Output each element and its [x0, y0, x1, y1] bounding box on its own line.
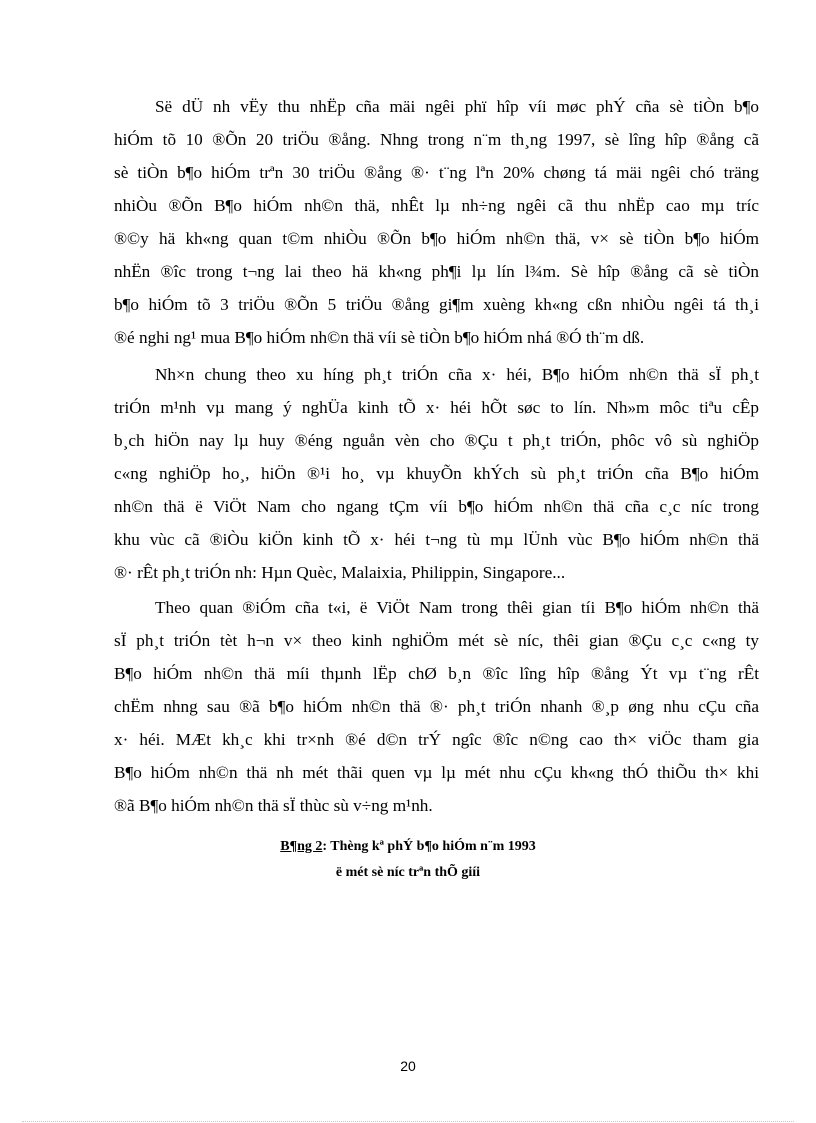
paragraph-1-line-4: nhiÒu ®Õn B¶o hiÓm nh©n thä, nhÊt lµ nh÷ng ngêi cã thu nhËp cao mµ tríc — [114, 196, 759, 215]
paragraph-1-line-6: nhËn ®îc trong t¬ng lai theo hä kh«ng ph¶i lµ lín l¾m. Sè hîp ®ång cã sè tiÒn — [114, 262, 759, 281]
paragraph-2-line-1: Nh×n chung theo xu híng ph¸t triÓn cña x· héi, B¶o hiÓm nh©n thä sÏ ph¸t — [155, 365, 759, 384]
paragraph-1-line-5: ®©y hä kh«ng quan t©m nhiÒu ®Õn b¶o hiÓm nh©n thä, v× sè tiÒn b¶o hiÓm — [114, 229, 759, 248]
paragraph-1-line-7: b¶o hiÓm tõ 3 triÖu ®Õn 5 triÖu ®ång gi¶m xuèng kh«ng cßn nhiÒu ngêi tá th¸i — [114, 295, 759, 314]
paragraph-1-line-1: Së dÜ nh vËy thu nhËp cña mäi ngêi phï hîp víi møc phÝ cña sè tiÒn b¶o — [155, 97, 759, 116]
paragraph-2-line-6: khu vùc cã ®iÒu kiÖn kinh tÕ x· héi t¬ng tù mµ lÜnh vùc B¶o hiÓm nh©n thä — [114, 530, 759, 549]
table-caption-title: : Thèng kª phÝ b¶o hiÓm n¨m 1993 — [322, 839, 536, 854]
page-number: 20 — [400, 1058, 416, 1074]
paragraph-2-line-4: c«ng nghiÖp ho¸, hiÖn ®¹i ho¸ vµ khuyÕn khÝch sù ph¸t triÓn cña B¶o hiÓm — [114, 464, 759, 483]
page-bottom-divider — [22, 1121, 794, 1122]
paragraph-1-line-3: sè tiÒn b¶o hiÓm trªn 30 triÖu ®ång ®· t¨ng lªn 20% chøng tá mäi ngêi chó träng — [114, 163, 759, 182]
paragraph-1-line-2: hiÓm tõ 10 ®Õn 20 triÖu ®ång. Nhng trong n¨m th¸ng 1997, sè lîng hîp ®ång cã — [114, 130, 759, 149]
paragraph-2-line-3: b¸ch hiÖn nay lµ huy ®éng nguån vèn cho ®Çu t ph¸t triÓn, phôc vô sù nghiÖp — [114, 431, 759, 450]
paragraph-3-line-4: chËm nhng sau ®ã b¶o hiÓm nh©n thä ®· ph¸t triÓn nhanh ®¸p øng nhu cÇu cña — [114, 697, 759, 716]
paragraph-3-line-2: sÏ ph¸t triÓn tèt h¬n v× theo kinh nghiÖm mét sè níc, thêi gian ®Çu c¸c c«ng ty — [114, 631, 759, 650]
paragraph-3-line-7: ®ã B¶o hiÓm nh©n thä sÏ thùc sù v÷ng m¹nh. — [114, 796, 433, 815]
paragraph-1-line-8: ®é nghi ng¹ mua B¶o hiÓm nh©n thä víi sè tiÒn b¶o hiÓm nhá ®Ó th¨m dß. — [114, 328, 645, 347]
paragraph-3-line-3: B¶o hiÓm nh©n thä míi thµnh lËp chØ b¸n ®îc lîng hîp ®ång Ýt vµ t¨ng rÊt — [114, 664, 759, 683]
table-caption-label: B¶ng 2 — [280, 839, 323, 854]
paragraph-3-line-5: x· héi. MÆt kh¸c khi tr×nh ®é d©n trÝ ngîc ®îc n©ng cao th× viÖc tham gia — [114, 730, 759, 749]
paragraph-2-line-2: triÓn m¹nh vµ mang ý nghÜa kinh tÕ x· héi hÕt søc to lín. Nh»m môc tiªu cÊp — [114, 398, 759, 417]
table-caption-line-2: ë mét sè níc trªn thÕ giíi — [335, 865, 481, 880]
paragraph-3-line-1: Theo quan ®iÓm cña t«i, ë ViÖt Nam trong thêi gian tíi B¶o hiÓm nh©n thä — [155, 598, 759, 617]
paragraph-2-line-5: nh©n thä ë ViÖt Nam cho ngang tÇm víi b¶o hiÓm nh©n thä cña c¸c níc trong — [114, 497, 759, 516]
paragraph-3-line-6: B¶o hiÓm nh©n thä nh mét thãi quen vµ lµ mét nhu cÇu kh«ng thÓ thiÕu th× khi — [114, 763, 759, 782]
paragraph-2-line-7: ®· rÊt ph¸t triÓn nh: Hµn Quèc, Malaixia, Philippin, Singapore... — [114, 563, 566, 582]
table-caption-line-1 — [0, 838, 816, 856]
